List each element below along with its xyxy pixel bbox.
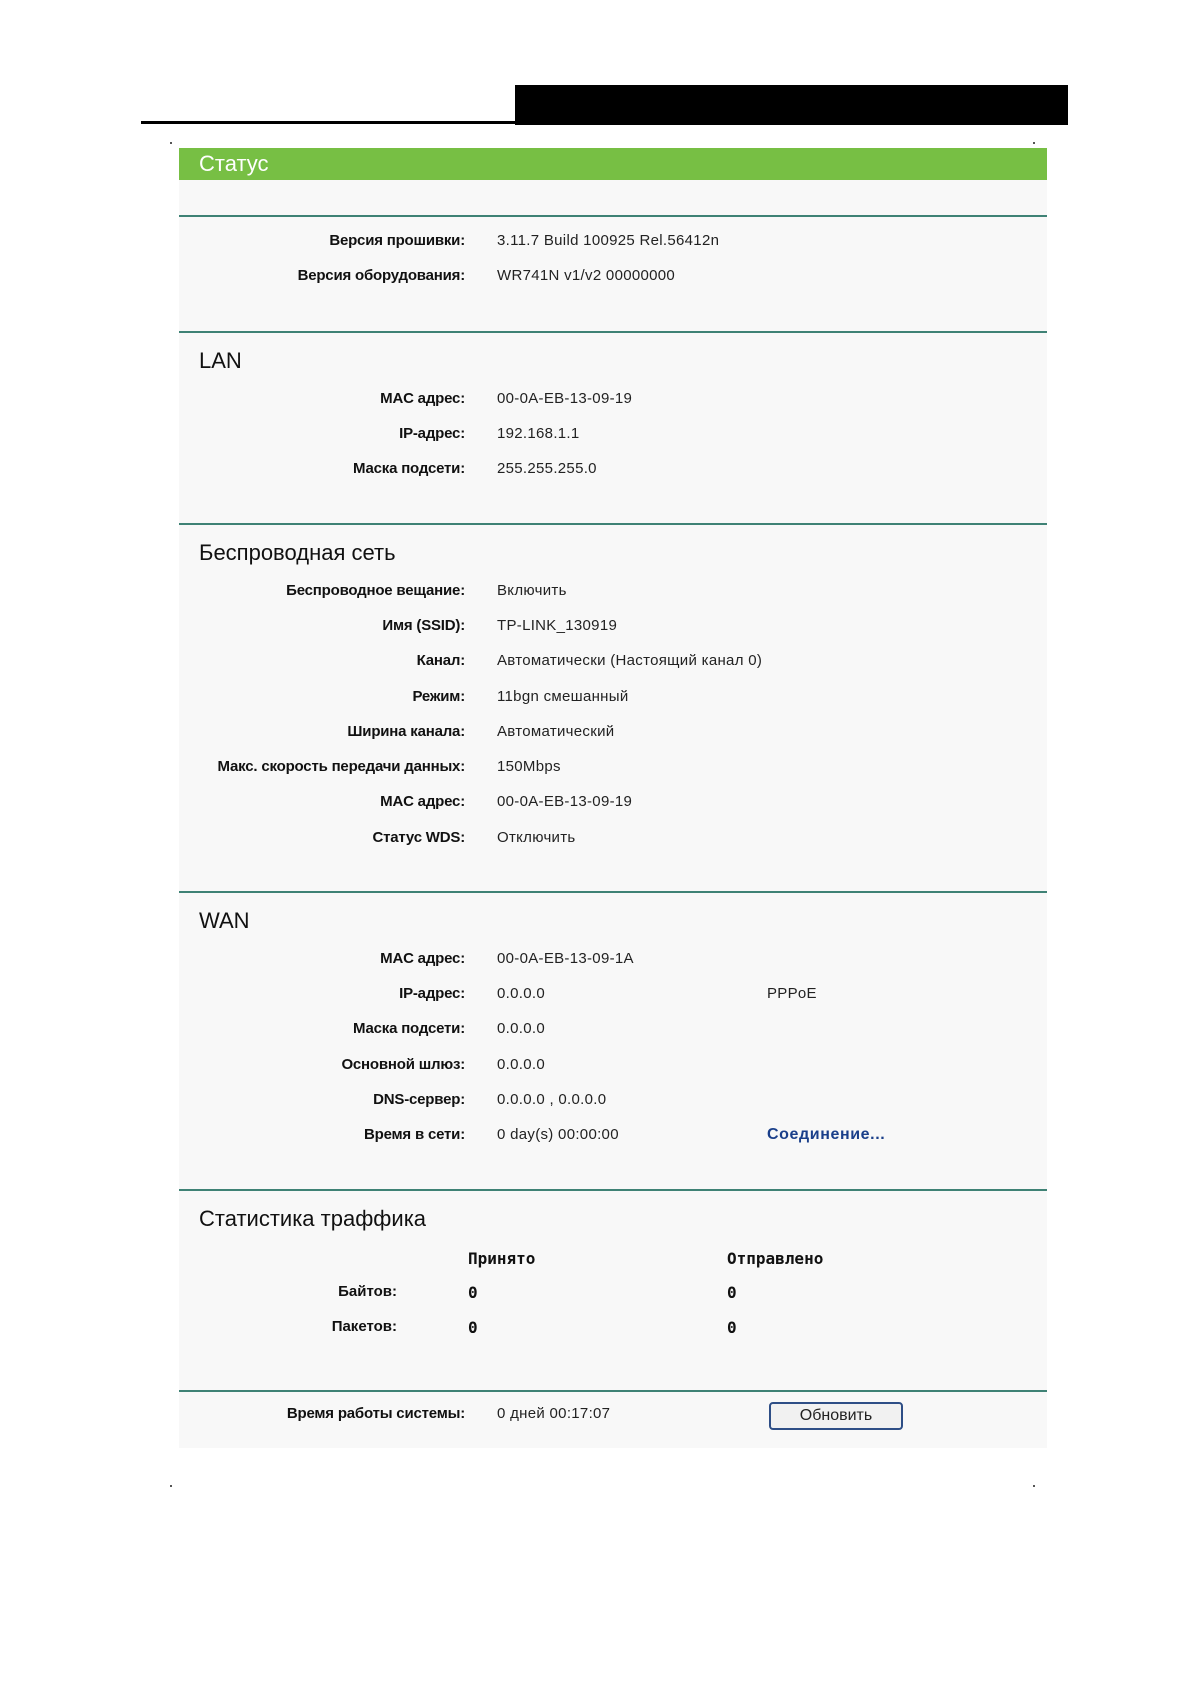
hardware-label: Версия оборудования:	[297, 267, 465, 284]
wireless-mode-label: Режим:	[412, 688, 465, 705]
crop-mark-top-left	[170, 142, 172, 144]
system-uptime-value: 0 дней 00:17:07	[497, 1405, 611, 1422]
wireless-wds-value: Отключить	[497, 829, 576, 846]
crop-mark-bottom-left	[170, 1485, 172, 1487]
section-divider	[179, 331, 1047, 333]
wireless-ssid-label: Имя (SSID):	[382, 617, 465, 634]
wireless-mac-label: MAC адрес:	[380, 793, 465, 810]
traffic-packets-sent: 0	[727, 1318, 737, 1337]
wan-mask-label: Маска подсети:	[353, 1020, 465, 1037]
wan-dns-value: 0.0.0.0 , 0.0.0.0	[497, 1091, 607, 1108]
wan-ip-value: 0.0.0.0	[497, 985, 545, 1002]
wan-mac-value: 00-0A-EB-13-09-1A	[497, 950, 634, 967]
traffic-packets-received: 0	[468, 1318, 478, 1337]
wan-gateway-label: Основной шлюз:	[341, 1056, 465, 1073]
system-uptime-label: Время работы системы:	[286, 1405, 465, 1422]
section-divider	[179, 215, 1047, 217]
traffic-bytes-received: 0	[468, 1283, 478, 1302]
wireless-broadcast-value: Включить	[497, 582, 567, 599]
title-bar	[179, 148, 1047, 180]
crop-mark-top-right	[1033, 142, 1035, 144]
wan-dns-label: DNS-сервер:	[373, 1091, 465, 1108]
wireless-heading: Беспроводная сеть	[199, 540, 396, 565]
wireless-width-label: Ширина канала:	[347, 723, 465, 740]
wan-gateway-value: 0.0.0.0	[497, 1056, 545, 1073]
page-header-rule	[141, 121, 515, 124]
traffic-bytes-label: Байтов:	[338, 1283, 397, 1300]
wan-ip-label: IP-адрес:	[399, 985, 465, 1002]
wireless-wds-label: Статус WDS:	[372, 829, 465, 846]
wireless-width-value: Автоматический	[497, 723, 615, 740]
wan-uptime-value: 0 day(s) 00:00:00	[497, 1126, 619, 1143]
wireless-ssid-value: TP-LINK_130919	[497, 617, 618, 634]
lan-heading: LAN	[199, 348, 242, 373]
wireless-broadcast-label: Беспроводное вещание:	[286, 582, 465, 599]
wireless-rate-label: Макс. скорость передачи данных:	[217, 758, 465, 775]
firmware-value: 3.11.7 Build 100925 Rel.56412n	[497, 232, 720, 249]
wan-connection-type: PPPoE	[767, 985, 817, 1002]
wan-uptime-label: Время в сети:	[364, 1126, 465, 1143]
wan-mac-label: MAC адрес:	[380, 950, 465, 967]
lan-mac-label: MAC адрес:	[380, 390, 465, 407]
wan-heading: WAN	[199, 908, 250, 933]
lan-ip-value: 192.168.1.1	[497, 425, 580, 442]
lan-mask-value: 255.255.255.0	[497, 460, 597, 477]
traffic-received-header: Принято	[468, 1249, 536, 1268]
section-divider	[179, 891, 1047, 893]
page-title: Статус	[199, 151, 269, 176]
firmware-label: Версия прошивки:	[329, 232, 465, 249]
lan-mac-value: 00-0A-EB-13-09-19	[497, 390, 633, 407]
wireless-mode-value: 11bgn смешанный	[497, 688, 629, 705]
traffic-packets-label: Пакетов:	[331, 1318, 397, 1335]
section-divider	[179, 523, 1047, 525]
wireless-channel-label: Канал:	[416, 652, 465, 669]
traffic-bytes-sent: 0	[727, 1283, 737, 1302]
refresh-button[interactable]: Обновить	[769, 1402, 903, 1430]
page-header-bar	[515, 85, 1068, 125]
status-panel	[179, 148, 1047, 1448]
lan-ip-label: IP-адрес:	[399, 425, 465, 442]
wireless-mac-value: 00-0A-EB-13-09-19	[497, 793, 633, 810]
lan-mask-label: Маска подсети:	[353, 460, 465, 477]
wan-mask-value: 0.0.0.0	[497, 1020, 545, 1037]
wireless-channel-value: Автоматически (Настоящий канал 0)	[497, 652, 763, 669]
wan-connect-link[interactable]: Соединение...	[767, 1126, 886, 1143]
crop-mark-bottom-right	[1033, 1485, 1035, 1487]
wireless-rate-value: 150Mbps	[497, 758, 561, 775]
section-divider	[179, 1390, 1047, 1392]
traffic-sent-header: Отправлено	[727, 1249, 824, 1268]
hardware-value: WR741N v1/v2 00000000	[497, 267, 676, 284]
traffic-heading: Статистика траффика	[199, 1206, 427, 1231]
section-divider	[179, 1189, 1047, 1191]
